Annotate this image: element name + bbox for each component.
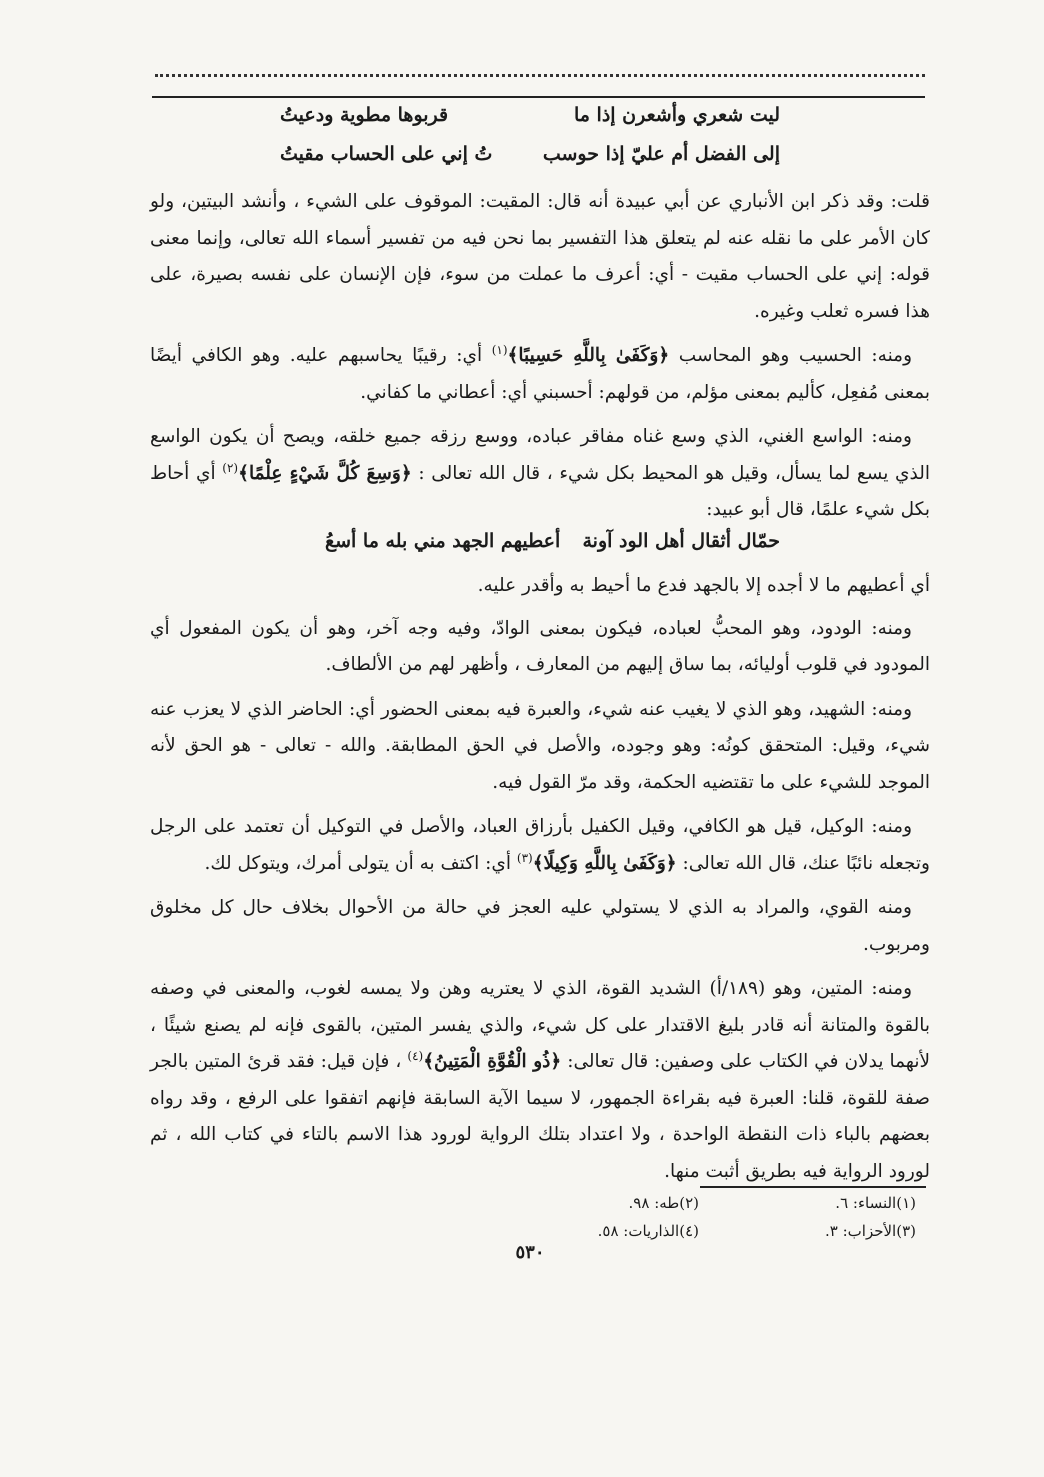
footnote-4: (٤)الذاريات: ٥٨. <box>597 1222 699 1240</box>
paragraph: ومنه: الودود، وهو المحبُّ لعباده، فيكون بمعنى الوادّ، وفيه وجه آخر، وهو أن يكون المفعول أي المودود في قلوب أوليائه، بما ساق إليهم من المعارف ، وأظهر لهم من الألطاف. <box>150 617 930 675</box>
footnote-marker: (٤) <box>407 1048 424 1063</box>
verse-hemistich: حمّال أثقال أهل الود آونة <box>582 530 780 552</box>
footnote-3: (٣)الأحزاب: ٣. <box>825 1222 916 1240</box>
footnote-1: (١)النساء: ٦. <box>835 1194 916 1212</box>
footnote-2: (٢)طه: ٩٨. <box>628 1194 699 1212</box>
footnote-marker: (٢) <box>222 460 239 475</box>
paragraph: قلت: وقد ذكر ابن الأنباري عن أبي عبيدة أنه قال: المقيت: الموقوف على الشيء ، وأنشد البيتين، ولو كان الأمر على ما نقله عنه لم يتعلق هذا التفسير بما نحن فيه من تفسير أسماء الله تعالى، وإنما معنى قوله: إني على الحساب مقيت - أي: أعرف ما عملت من سوء، فإن الإنسان على نفسه بصيرة، على هذا فسره ثعلب وغيره. <box>150 191 930 322</box>
paragraph <box>150 419 930 529</box>
verse-hemistich: ليت شعري وأشعرن إذا ما <box>573 104 780 126</box>
paragraph: ومنه: الشهيد، وهو الذي لا يغيب عنه شيء، والعبرة فيه بمعنى الحضور أي: الحاضر الذي لا يعزب عنه شيء، وقيل: المتحقق كونُه: وهو وجوده، والأصل في الحق المطابقة. والله - تعالى - هو الحق لأنه الموجد للشيء على ما تقتضيه الحكمة، وقد مرّ القول فيه. <box>150 698 930 793</box>
paragraph: ومنه القوي، والمراد به الذي لا يستولي عليه العجز في حالة من الأحوال بخلاف حال كل مخلوق ومربوب. <box>150 897 930 955</box>
header-rule <box>152 96 925 98</box>
paragraph-text: ومنه: الوكيل، قيل هو الكافي، وقيل الكفيل بأرزاق العباد، والأصل في التوكيل أن تعتمد على الرجل وتجعله نائبًا عنك، قال الله تعالى: <box>150 816 930 874</box>
paragraph <box>150 971 930 1190</box>
paragraph-text: أي: اكتف به أن يتولى أمرك، ويتوكل لك. <box>204 852 511 874</box>
footnote-rule <box>700 1186 926 1188</box>
quran-verse: ﴿وَسِعَ كُلَّ شَيْءٍ عِلْمًا﴾ <box>238 462 412 484</box>
quran-verse: ﴿وَكَفَىٰ بِاللَّهِ حَسِيبًا﴾ <box>507 345 670 366</box>
paragraph-text: ، فإن قيل: فقد قرئ المتين بالجر صفة للقوة، قلنا: العبرة فيه بقراءة الجمهور، لا سيما الآية السابقة فإنهم اتفقوا على الرفع ، وقد رواه بعضهم بالباء ذات النقطة الواحدة ، ولا اعتداد بتلك الرواية لورود هذا الاسم بالتاء في كتاب الله ، ثم لورود الرواية فيه بطريق أثبت منها. <box>150 1051 930 1182</box>
text-block-1 <box>150 184 930 529</box>
text-block-2 <box>150 568 930 1190</box>
paragraph-text: ومنه: الحسيب وهو المحاسب <box>678 345 913 366</box>
footnote-marker: (٣) <box>516 850 533 865</box>
header-dotted-rule <box>155 74 925 77</box>
page-number: ٥٣٠ <box>515 1242 545 1263</box>
paragraph-text: أي أحاط بكل شيء علمًا، قال أبو عبيد: <box>150 462 930 520</box>
footnote-marker: (١) <box>491 342 508 357</box>
verse-hemistich: قربوها مطوية ودعيتُ <box>280 104 449 126</box>
poetry-verse-1 <box>150 104 930 138</box>
paragraph-text: أي: رقيبًا يحاسبهم عليه. وهو الكافي أيضًا بمعنى مُفعِل، كأليم بمعنى مؤلم، من قولهم: أحسبني أي: أعطاني ما كفاني. <box>150 345 930 403</box>
paragraph-text: ومنه: الواسع الغني، الذي وسع غناه مفاقر عباده، ووسع رزقه جميع خلقه، ويصح أن يكون الواسع الذي يسع لما يسأل، وقيل هو المحيط بكل شيء ، قال الله تعالى : <box>150 426 931 484</box>
paragraph-text: ومنه: المتين، وهو (١٨٩/أ) الشديد القوة، الذي لا يعتريه وهن ولا يمسه لغوب، والمعنى في وصفه بالقوة والمتانة أنه قادر بليغ الاقتدار على كل شيء، والذي يفسر المتين، بالقوى فإنه لم يصنع شيئًا ، لأنهما يدلان في الكتاب على وصفين: قال تعالى: <box>150 978 931 1072</box>
verse-hemistich: تُ إني على الحساب مقيتُ <box>280 143 493 165</box>
quran-verse: ﴿ذُو الْقُوَّةِ الْمَتِينُ﴾ <box>423 1051 562 1072</box>
poetry-verse-2 <box>150 143 930 177</box>
paragraph <box>150 809 930 882</box>
paragraph <box>150 338 930 411</box>
paragraph: أي أعطيهم ما لا أجده إلا بالجهد فدع ما أحيط به وأقدر عليه. <box>477 575 930 596</box>
poetry-verse-3 <box>150 530 930 564</box>
quran-verse: ﴿وَكَفَىٰ بِاللَّهِ وَكِيلًا﴾ <box>532 852 677 874</box>
verse-hemistich: أعطيهم الجهد مني بله ما أسعُ <box>325 530 561 552</box>
verse-hemistich: إلى الفضل أم عليّ إذا حوسب <box>542 143 780 165</box>
